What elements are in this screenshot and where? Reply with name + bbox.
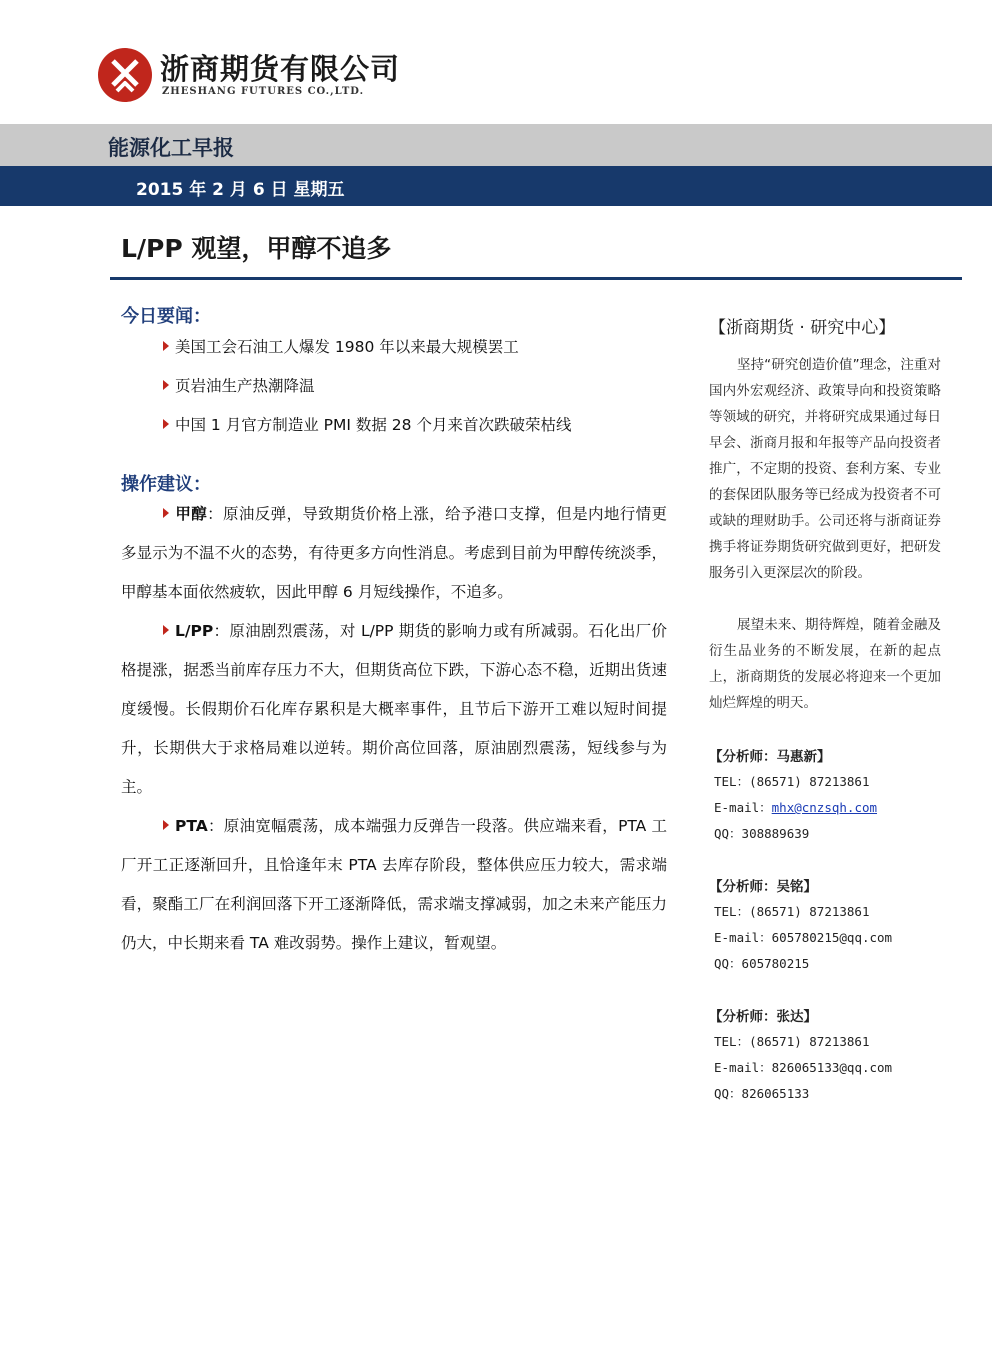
analyst-tel: TEL：(86571) 87213861 bbox=[714, 904, 870, 919]
analyst-tel: TEL：(86571) 87213861 bbox=[714, 1034, 870, 1049]
analyst-email: E-mail：826065133@qq.com bbox=[714, 1060, 893, 1075]
bullet-triangle-icon bbox=[163, 508, 169, 518]
advice-pta: PTA：原油宽幅震荡，成本端强力反弹告一段落。供应端来看，PTA 工厂开工正逐渐回升，且恰逢年末 PTA 去库存阶段，整体供应压力较大，需求端看，聚酯工厂在利润回落下开工逐渐降低，需求端支撑减弱，加之未来产能压力仍大，中长期来看 TA 难改弱势。操作上建议，暂观望。 bbox=[121, 817, 667, 952]
news-item: 中国 1 月官方制造业 PMI 数据 28 个月来首次跌破荣枯线 bbox=[163, 413, 571, 435]
advice-lpp: L/PP：原油剧烈震荡，对 L/PP 期货的影响力或有所减弱。石化出厂价格提涨，据悉当前库存压力不大，但期货高位下跌，下游心态不稳，近期出货速度缓慢。长假期价石化库存累积是大概率事件，且节后下游开工难以短时间提升，长期供大于求格局难以逆转。期价高位回落，原油剧烈震荡，短线参与为主。 bbox=[121, 622, 667, 796]
report-type-band bbox=[0, 124, 992, 166]
news-section-title: 今日要闻： bbox=[121, 306, 211, 327]
analyst-qq: QQ：605780215 bbox=[714, 956, 810, 971]
research-center-title: 【浙商期货 · 研究中心】 bbox=[709, 318, 896, 338]
analyst-name: 【分析师：马惠新】 bbox=[709, 749, 831, 765]
analyst-name: 【分析师：张达】 bbox=[709, 1009, 817, 1025]
report-type: 能源化工早报 bbox=[108, 136, 234, 160]
research-center-outlook: 展望未来、期待辉煌，随着金融及衍生品业务的不断发展，在新的起点上，浙商期货的发展必将迎来一个更加灿烂辉煌的明天。 bbox=[709, 617, 941, 711]
advice-methanol: 甲醇：原油反弹，导致期货价格上涨，给予港口支撑，但是内地行情更多显示为不温不火的态势，有待更多方向性消息。考虑到目前为甲醇传统淡季，甲醇基本面依然疲软，因此甲醇 6 月短线操作，不追多。 bbox=[121, 505, 667, 601]
analyst-qq: QQ：308889639 bbox=[714, 826, 810, 841]
date-band bbox=[0, 166, 992, 206]
advice-section-title: 操作建议： bbox=[121, 474, 211, 495]
analyst-email: E-mail：605780215@qq.com bbox=[714, 930, 893, 945]
analyst-name: 【分析师：吴铭】 bbox=[709, 879, 817, 895]
analyst-email-link[interactable]: mhx@cnzsqh.com bbox=[771, 800, 878, 815]
news-item: 页岩油生产热潮降温 bbox=[163, 374, 315, 396]
bullet-triangle-icon bbox=[163, 625, 169, 635]
bullet-triangle-icon bbox=[163, 820, 169, 830]
analyst-tel: TEL：(86571) 87213861 bbox=[714, 774, 870, 789]
company-name-en: ZHESHANG FUTURES CO.,LTD. bbox=[162, 86, 365, 97]
report-date: 2015 年 2 月 6 日 星期五 bbox=[136, 180, 345, 200]
company-name-cn: 浙商期货有限公司 bbox=[160, 52, 401, 86]
bullet-triangle-icon bbox=[163, 419, 169, 429]
headline: L/PP 观望，甲醇不追多 bbox=[121, 234, 392, 263]
analyst-qq: QQ：826065133 bbox=[714, 1086, 810, 1101]
news-item: 美国工会石油工人爆发 1980 年以来最大规模罢工 bbox=[163, 335, 519, 357]
analyst-email-address: 826065133@qq.com bbox=[771, 1060, 893, 1075]
research-center-intro: 坚持“研究创造价值”理念，注重对国内外宏观经济、政策导向和投资策略等领域的研究，并将研究成果通过每日早会、浙商月报和年报等产品向投资者推广，不定期的投资、套利方案、专业的套保团队服务等已经成为投资者不可或缺的理财助手。公司还将与浙商证券携手将证券期货研究做到更好，把研发服务引入更深层次的阶段。 bbox=[709, 357, 941, 581]
bullet-triangle-icon bbox=[163, 341, 169, 351]
headline-divider bbox=[110, 277, 962, 280]
bullet-triangle-icon bbox=[163, 380, 169, 390]
company-logo bbox=[97, 47, 153, 103]
analyst-email-address: 605780215@qq.com bbox=[771, 930, 893, 945]
analyst-email: E-mail：mhx@cnzsqh.com bbox=[714, 800, 878, 815]
